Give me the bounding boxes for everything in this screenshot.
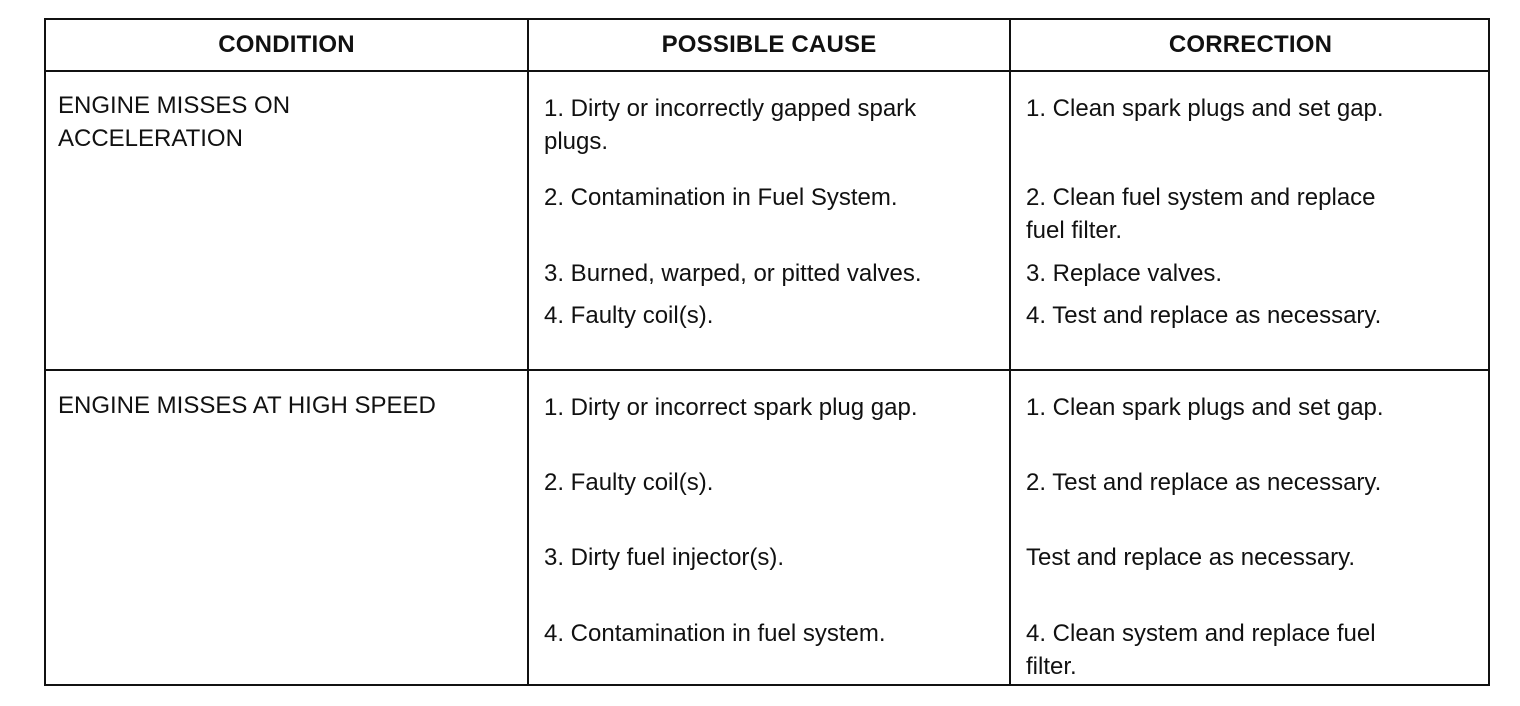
row-2-correction-4-line-1: 4. Clean system and replace fuel bbox=[1026, 620, 1376, 647]
row-2-cause-3-line-1: 3. Dirty fuel injector(s). bbox=[544, 544, 785, 571]
row-1-cause-1-line-1: 1. Dirty or incorrectly gapped spark bbox=[544, 95, 917, 122]
row-2-cause-1-line-1: 1. Dirty or incorrect spark plug gap. bbox=[544, 394, 918, 421]
row-2-cause-4-line-1: 4. Contamination in fuel system. bbox=[544, 620, 886, 647]
troubleshooting-table bbox=[44, 18, 1490, 686]
row-1-condition-line-2: ACCELERATION bbox=[58, 125, 243, 152]
column-divider-2 bbox=[1009, 20, 1011, 684]
row-1-correction-3 bbox=[1026, 257, 1222, 290]
row-1-correction-1 bbox=[1026, 92, 1384, 125]
row-2-condition bbox=[58, 389, 436, 422]
row-2-correction-3-line-1: Test and replace as necessary. bbox=[1026, 544, 1356, 571]
row-1-correction-4-line-1: 4. Test and replace as necessary. bbox=[1026, 302, 1382, 329]
row-1-condition bbox=[58, 89, 290, 155]
row-2-cause-4 bbox=[544, 617, 886, 650]
row-1-cause-4 bbox=[544, 299, 713, 332]
row-1-condition-line-1: ENGINE MISSES ON bbox=[58, 92, 291, 119]
row-2-cause-2 bbox=[544, 466, 713, 499]
header-condition: CONDITION bbox=[218, 31, 355, 58]
row-1-correction-2-line-1: 2. Clean fuel system and replace bbox=[1026, 184, 1376, 211]
row-2-correction-1 bbox=[1026, 391, 1384, 424]
header-divider bbox=[46, 70, 1488, 72]
row-2-correction-3 bbox=[1026, 541, 1355, 574]
row-2-correction-4 bbox=[1026, 617, 1376, 683]
row-2-cause-3 bbox=[544, 541, 784, 574]
row-1-correction-2 bbox=[1026, 181, 1376, 247]
row-1-cause-2-line-1: 2. Contamination in Fuel System. bbox=[544, 184, 898, 211]
row-1-cause-4-line-1: 4. Faulty coil(s). bbox=[544, 302, 714, 329]
row-1-cause-1-line-2: plugs. bbox=[544, 128, 609, 155]
row-2-cause-2-line-1: 2. Faulty coil(s). bbox=[544, 469, 714, 496]
row-1-correction-2-line-2: fuel filter. bbox=[1026, 217, 1123, 244]
row-1-correction-4 bbox=[1026, 299, 1381, 332]
header-correction: CORRECTION bbox=[1168, 31, 1333, 58]
column-divider-1 bbox=[527, 20, 529, 684]
row-2-condition-line-1: ENGINE MISSES AT HIGH SPEED bbox=[58, 392, 436, 419]
row-1-correction-1-line-1: 1. Clean spark plugs and set gap. bbox=[1026, 95, 1384, 122]
row-1-cause-2 bbox=[544, 181, 898, 214]
row-1-cause-3-line-1: 3. Burned, warped, or pitted valves. bbox=[544, 260, 922, 287]
row-2-correction-2 bbox=[1026, 466, 1381, 499]
row-2-correction-1-line-1: 1. Clean spark plugs and set gap. bbox=[1026, 394, 1384, 421]
row-2-correction-2-line-1: 2. Test and replace as necessary. bbox=[1026, 469, 1382, 496]
row-1-cause-3 bbox=[544, 257, 922, 290]
header-possible-cause: POSSIBLE CAUSE bbox=[661, 31, 877, 58]
row-1-cause-1 bbox=[544, 92, 916, 158]
row-2-correction-4-line-2: filter. bbox=[1026, 653, 1077, 680]
row-divider bbox=[46, 369, 1488, 371]
row-1-correction-3-line-1: 3. Replace valves. bbox=[1026, 260, 1223, 287]
row-2-cause-1 bbox=[544, 391, 918, 424]
